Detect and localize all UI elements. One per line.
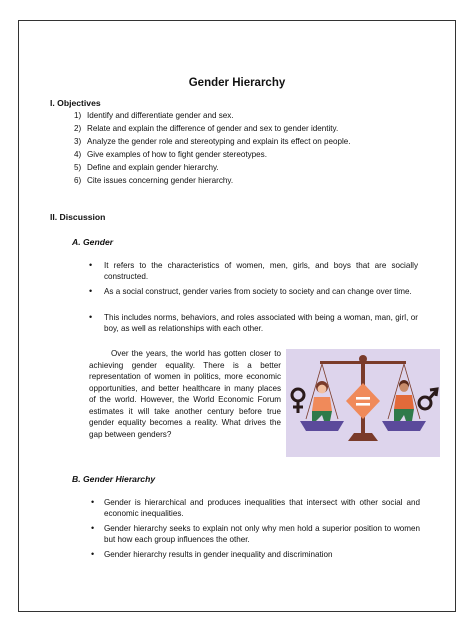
objective-number: 5) (74, 163, 82, 172)
objective-text: Give examples of how to fight gender stereotypes. (87, 150, 267, 159)
gender-equality-scale-illustration (286, 349, 440, 457)
gender-bullet: This includes norms, behaviors, and roles associated with being a woman, man, girl, or boy, as well as relationships with each other. (104, 313, 418, 333)
bullet-icon: • (91, 549, 95, 559)
gender-subheading: A. Gender (72, 237, 114, 247)
gender-bullet: It refers to the characteristics of women, men, girls, and boys that are socially constructed. (104, 261, 418, 281)
gender-bullet: As a social construct, gender varies from society to society and can change over time. (104, 287, 412, 296)
objectives-heading: I. Objectives (50, 98, 101, 108)
objective-text: Identify and differentiate gender and sex. (87, 111, 234, 120)
hierarchy-bullet: Gender hierarchy results in gender inequality and discrimination (104, 550, 333, 559)
bullet-icon: • (89, 260, 93, 270)
objective-text: Analyze the gender role and stereotyping and explain its effect on people. (87, 137, 351, 146)
hierarchy-bullet: Gender hierarchy seeks to explain not only why men hold a superior position to women but how each group influences the other. (104, 524, 420, 544)
hierarchy-bullet: Gender is hierarchical and produces inequalities that intersect with other social and economic inequalities. (104, 498, 420, 518)
page-title: Gender Hierarchy (188, 77, 286, 89)
objective-number: 1) (74, 111, 82, 120)
objective-number: 3) (74, 137, 82, 146)
objective-text: Define and explain gender hierarchy. (87, 163, 219, 172)
objective-number: 4) (74, 150, 82, 159)
objective-text: Cite issues concerning gender hierarchy. (87, 176, 234, 185)
objective-number: 6) (74, 176, 82, 185)
objective-number: 2) (74, 124, 82, 133)
objective-text: Relate and explain the difference of gender and sex to gender identity. (87, 124, 339, 133)
gender-hierarchy-subheading: B. Gender Hierarchy (72, 474, 156, 484)
bullet-icon: • (91, 523, 95, 533)
bullet-icon: • (91, 497, 95, 507)
bullet-icon: • (89, 312, 93, 322)
discussion-heading: II. Discussion (50, 212, 106, 222)
bullet-icon: • (89, 286, 93, 296)
gender-equality-paragraph: Over the years, the world has gotten closer to achieving gender equality. There is a better representation of women in politics, more economic opportunities, and better healthcare in many places of the world. However, the World Economic Forum estimates it will take another century before true gender equality becomes a reality. What drives the gap between genders? (89, 349, 281, 439)
